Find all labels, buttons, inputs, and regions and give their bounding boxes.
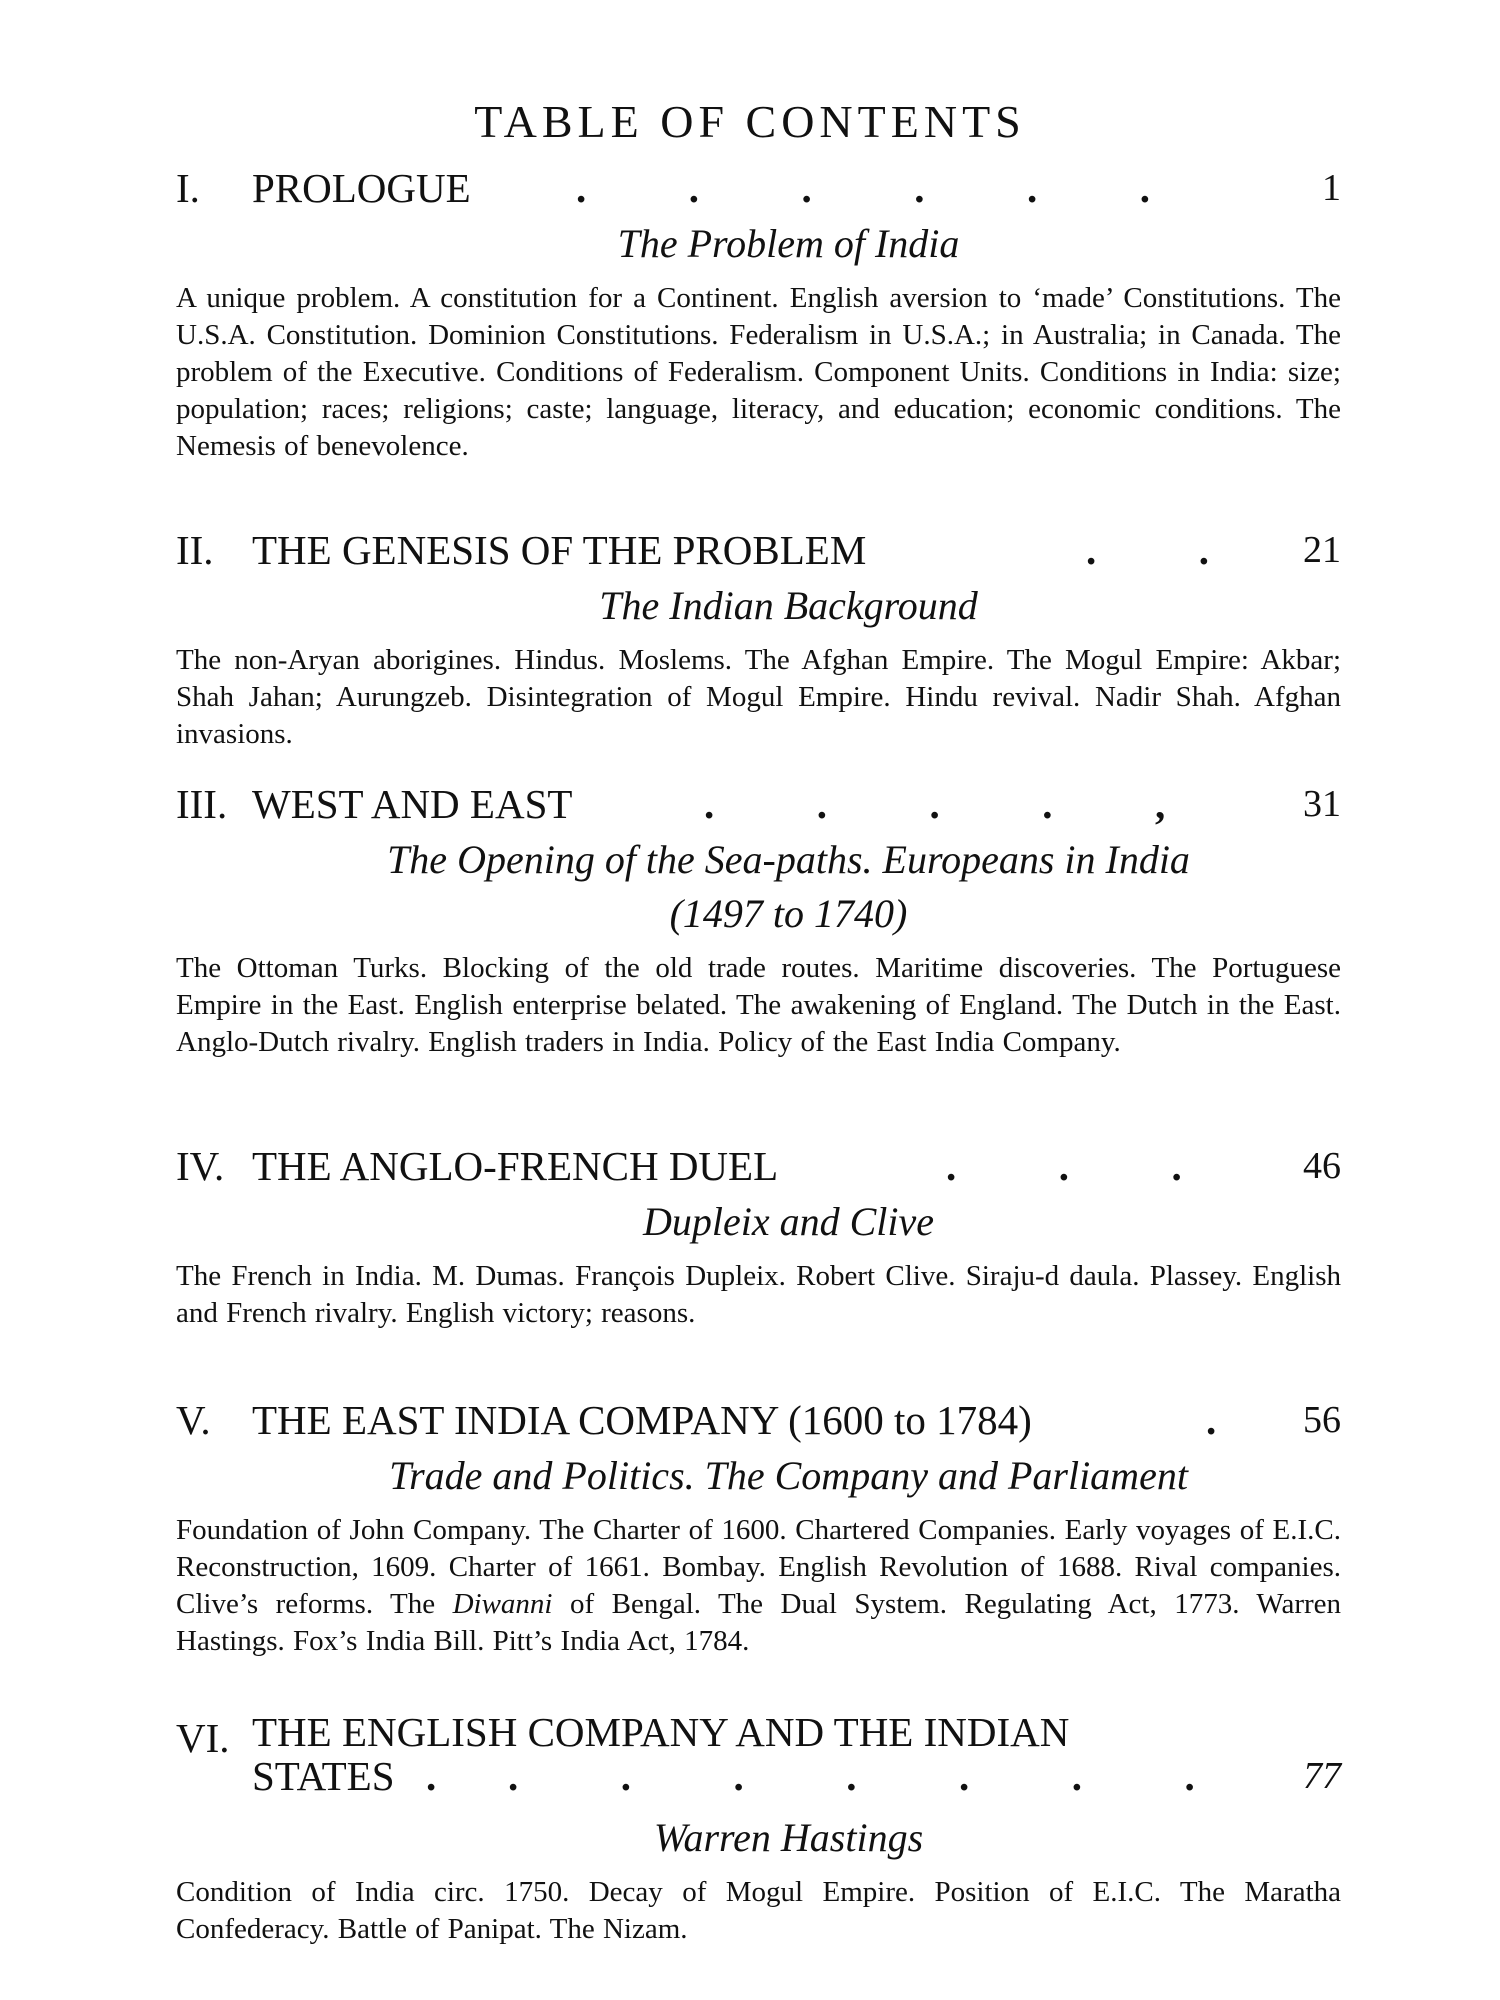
chapter-entry (176, 1138, 1341, 1194)
summary-italic-term: Diwanni (452, 1588, 553, 1620)
chapter-subtitle: Dupleix and Clive (642, 1199, 935, 1244)
chapter-summary: Condition of India circ. 1750. Decay of Mogul Empire. Position of E.I.C. The Maratha Confederacy. Battle of Panipat. The Nizam. (176, 1876, 1341, 1945)
chapter-4 (176, 1138, 1341, 1332)
page-heading: TABLE OF CONTENTS (474, 96, 1026, 147)
chapter-5 (176, 1392, 1341, 1660)
chapter-entry (176, 160, 1341, 216)
chapter-title: WEST AND EAST (252, 781, 573, 827)
leader-dots: . . . . . . . . (426, 1753, 1195, 1799)
chapter-subtitle: The Indian Background (599, 583, 978, 628)
chapter-summary: The French in India. M. Dumas. François Dupleix. Robert Clive. Siraju-d daula. Plassey. English and French rivalry. English victory; reasons. (176, 1260, 1341, 1329)
chapter-1 (176, 160, 1341, 465)
leader-dots: . (1206, 1397, 1217, 1443)
chapter-title: THE ANGLO-FRENCH DUEL (252, 1143, 779, 1189)
chapter-number: V. (176, 1397, 211, 1443)
page-number: 77 (1303, 1755, 1341, 1797)
chapter-subtitle: The Opening of the Sea-paths. Europeans in India (387, 837, 1190, 882)
chapter-subtitle: Trade and Politics. The Company and Parliament (389, 1453, 1188, 1498)
summary-text-b: of Bengal. The Dual System. Regulating Act, 1773. Warren Hastings. Fox’s India Bill. Pitt’s India Act, 1784. (176, 1588, 1341, 1657)
summary-text-a: Foundation of John Company. The Charter of 1600. Chartered Companies. Early voyages of E.I.C. Reconstruction, 1609. Charter of 1661. Bombay. English Revolution of 1688. Rival companies. Clive’s reforms. The (176, 1514, 1341, 1620)
chapter-summary: The non-Aryan aborigines. Hindus. Moslems. The Afghan Empire. The Mogul Empire: Akbar; Shah Jahan; Aurungzeb. Disintegration of Mogul Empire. Hindu revival. Nadir Shah. Afghan invasions. (176, 644, 1341, 750)
chapter-entry (176, 1392, 1341, 1448)
chapter-6 (176, 1710, 1341, 1948)
chapter-number: I. (176, 165, 200, 211)
chapter-subtitle: The Problem of India (617, 221, 960, 266)
leader-dots: . . . (946, 1143, 1182, 1189)
chapter-entry (176, 522, 1341, 578)
chapter-number: IV. (176, 1143, 225, 1189)
chapter-3 (176, 776, 1341, 1061)
chapter-title: THE GENESIS OF THE PROBLEM (252, 527, 867, 573)
page-number: 46 (1303, 1145, 1341, 1187)
chapter-number: VI. (176, 1715, 230, 1761)
chapter-title: PROLOGUE (252, 165, 471, 211)
chapter-summary: A unique problem. A constitution for a Continent. English aversion to ‘made’ Constitutions. The U.S.A. Constitution. Dominion Constitutions. Federalism in U.S.A.; in Australia; in Canada. The problem of the Executive. Conditions of Federalism. Component Units. Conditions in India: size; population; races; religions; caste; language, literacy, and education; economic conditions. The Nemesis of benevolence. (176, 282, 1341, 462)
page-number: 1 (1322, 167, 1341, 209)
chapter-entry (176, 1710, 1341, 1806)
page-number: 56 (1303, 1399, 1341, 1441)
chapter-title: THE EAST INDIA COMPANY (1600 to 1784) (252, 1397, 1032, 1443)
leader-dots: . . . . . . (576, 165, 1150, 211)
page-number: 31 (1303, 783, 1341, 825)
chapter-title-line-1: THE ENGLISH COMPANY AND THE INDIAN (252, 1709, 1070, 1755)
chapter-subtitle: Warren Hastings (653, 1815, 924, 1860)
chapter-title-line-2: STATES (252, 1753, 395, 1799)
chapter-number: II. (176, 527, 214, 573)
chapter-number: III. (176, 781, 228, 827)
page-number: 21 (1303, 529, 1341, 571)
chapter-summary: The Ottoman Turks. Blocking of the old trade routes. Maritime discoveries. The Portuguese Empire in the East. English enterprise belated. The awakening of England. The Dutch in the East. Anglo-Dutch rivalry. English traders in India. Policy of the East India Company. (176, 952, 1341, 1058)
chapter-summary (176, 1512, 1341, 1660)
chapter-subtitle-dates: (1497 to 1740) (669, 891, 908, 936)
chapter-2 (176, 522, 1341, 753)
leader-dots: . . . . , (704, 781, 1166, 827)
chapter-entry (176, 776, 1341, 832)
leader-dots: . . (1086, 527, 1209, 573)
